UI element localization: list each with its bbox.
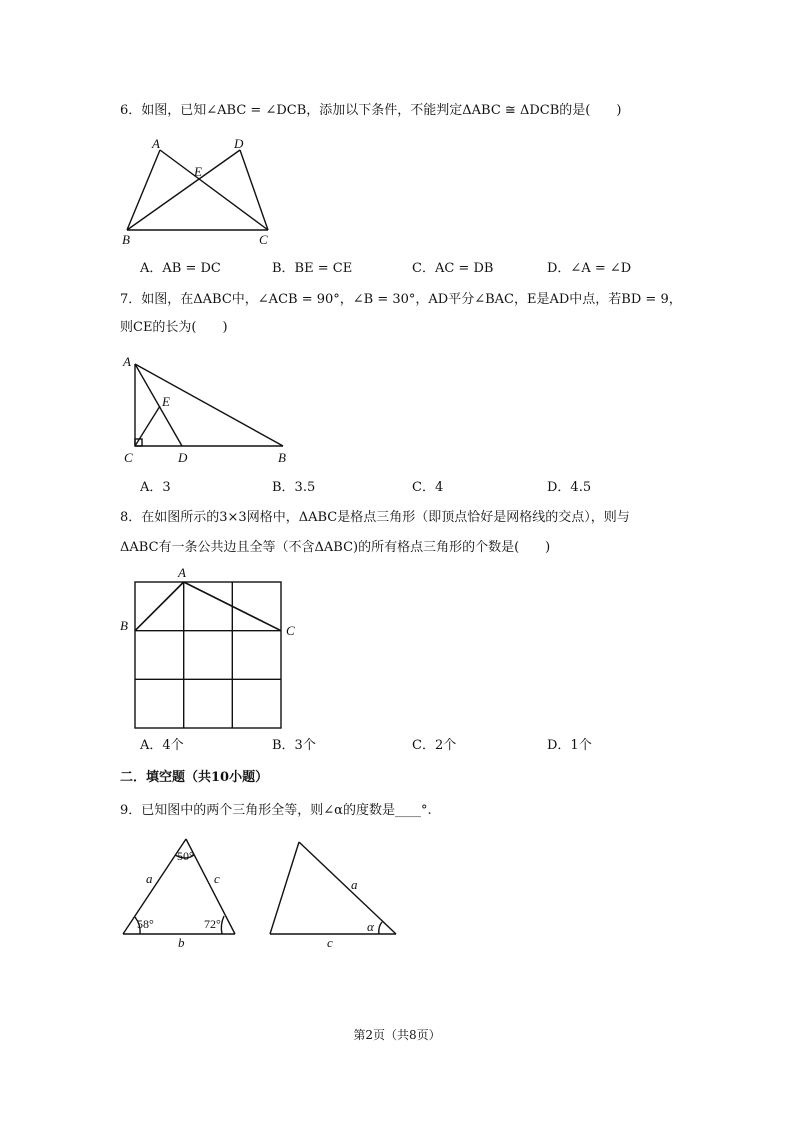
q8-label-c: C [286, 623, 295, 638]
q9-tri1-side-b: b [178, 935, 185, 950]
q8-stem-line1: 8．在如图所示的3×3网格中，ΔABC是格点三角形（即顶点恰好是网格线的交点），则与 [120, 510, 630, 525]
q6-label-c: C [259, 232, 268, 247]
q6-stem: 6．如图，已知∠ABC = ∠DCB，添加以下条件，不能判定ΔABC ≅ ΔDCB的是( ) [120, 103, 622, 118]
q9-tri1-right-angle: 72° [204, 917, 221, 931]
q7-option-d: D．4.5 [547, 480, 592, 495]
q6-option-c: C．AC = DB [412, 261, 494, 276]
q6-figure [118, 136, 298, 246]
q9-tri2-side-c: c [327, 935, 333, 950]
q9-tri1-side-c: c [214, 871, 220, 886]
q7-label-b: B [278, 450, 286, 465]
q7-option-b: B．3.5 [272, 480, 316, 495]
q7-stem-line2: 则CE的长为( ) [120, 320, 228, 335]
q9-tri1-top-angle: 50° [177, 849, 194, 863]
q7-option-a: A．3 [140, 480, 171, 495]
q8-option-a: A．4个 [140, 738, 184, 753]
section-title: 二．填空题（共10小题） [120, 770, 269, 785]
q8-label-a: A [178, 565, 186, 580]
q8-grid-figure [115, 565, 315, 735]
q7-label-c: C [124, 450, 133, 465]
q7-option-c: C．4 [412, 480, 444, 495]
q6-option-d: D．∠A = ∠D [547, 261, 632, 276]
q7-stem-line1: 7．如图，在ΔABC中，∠ACB = 90°，∠B = 30°，AD平分∠BAC，E是AD中点，若BD = 9， [120, 292, 682, 307]
q9-tri1-left-angle: 58° [137, 917, 154, 931]
q9-tri2-side-a: a [351, 877, 358, 892]
q8-option-d: D．1个 [547, 738, 592, 753]
q9-stem: 9．已知图中的两个三角形全等，则∠α的度数是____°. [120, 803, 432, 818]
q8-option-c: C．2个 [412, 738, 457, 753]
q6-label-a: A [152, 136, 160, 151]
q6-option-b: B．BE = CE [272, 261, 353, 276]
q6-label-b: B [122, 232, 130, 247]
q9-tri2-alpha: α [367, 919, 374, 934]
q9-tri1-side-a: a [146, 871, 153, 886]
q8-option-b: B．3个 [272, 738, 316, 753]
q6-option-a: A．AB = DC [140, 261, 221, 276]
q7-label-a: A [123, 354, 131, 369]
page-footer: 第2页（共8页） [353, 1028, 441, 1042]
q7-figure [118, 352, 298, 472]
q6-label-d: D [234, 136, 244, 151]
q9-triangle-1 [115, 835, 255, 955]
q6-label-e: E [194, 164, 202, 179]
q8-label-b: B [120, 618, 128, 633]
q7-label-e: E [162, 394, 170, 409]
q7-label-d: D [178, 450, 188, 465]
q8-stem-line2: ΔABC有一条公共边且全等（不含ΔABC)的所有格点三角形的个数是( ) [120, 540, 551, 555]
q9-triangle-2 [262, 835, 412, 955]
